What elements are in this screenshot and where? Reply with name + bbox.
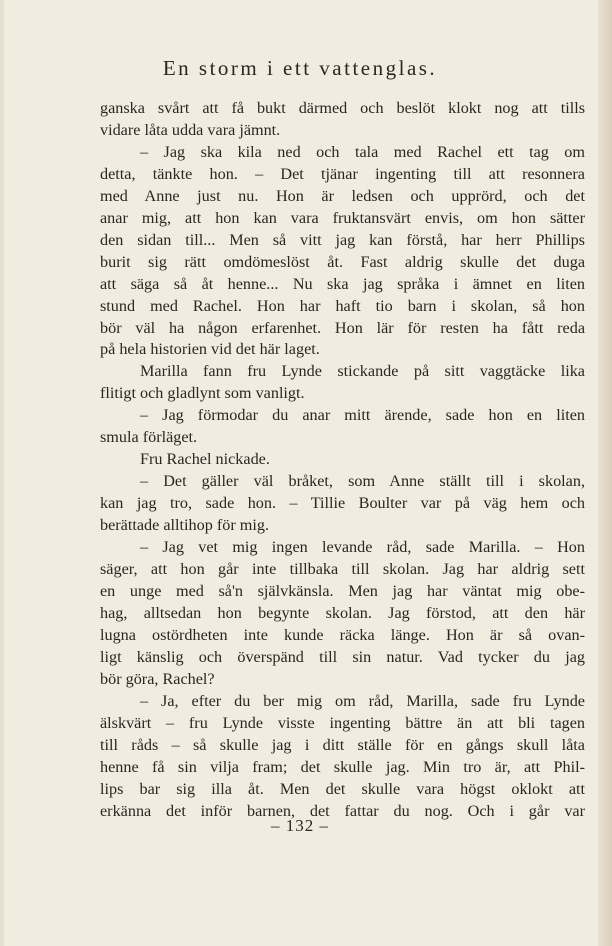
text-line-29: älskvärt – fru Lynde visste ingenting bättre än att bli tagen <box>100 713 585 732</box>
running-header: En storm i ett vattenglas. <box>162 56 438 80</box>
text-line-26: ligt känslig och överspänd till sin natur. Vad tycker du jag <box>100 647 585 666</box>
text-line-22: säger, att hon går inte tillbaka till skolan. Jag har aldrig sett <box>100 560 585 579</box>
text-line-33: erkänna det inför barnen, det fattar du nog. Och i går var <box>100 801 585 820</box>
text-line-17: Fru Rachel nickade. <box>140 450 270 469</box>
text-line-21: – Jag vet mig ingen levande råd, sade Marilla. – Hon <box>140 538 585 557</box>
text-line-2: vidare låta udda vara jämnt. <box>100 120 281 139</box>
text-line-6: anar mig, att hon kan vara fruktansvärt envis, om hon sätter <box>100 208 585 227</box>
text-line-4: detta, tänkte hon. – Det tjänar ingenting till att resonnera <box>100 164 585 183</box>
body-text <box>100 98 585 822</box>
text-line-19: kan jag tro, sade hon. – Tillie Boulter var på väg hem och <box>100 494 585 513</box>
text-line-8: burit sig rätt omdömeslöst åt. Fast aldrig skulle det duga <box>100 252 585 271</box>
text-line-15: – Jag förmodar du anar mitt ärende, sade hon en liten <box>140 406 585 425</box>
text-line-14: flitigt och gladlynt som vanligt. <box>100 384 305 403</box>
text-line-9: att säga så åt henne... Nu ska jag språka i ämnet en liten <box>100 274 585 293</box>
text-line-16: smula förläget. <box>100 428 198 447</box>
text-line-3: – Jag ska kila ned och tala med Rachel ett tag om <box>140 142 585 161</box>
text-line-28: – Ja, efter du ber mig om råd, Marilla, sade fru Lynde <box>140 691 585 710</box>
text-line-7: den sidan till... Men så vitt jag kan förstå, har herr Phillips <box>100 230 585 249</box>
text-line-11: bör väl ha någon erfarenhet. Hon lär för resten ha fått reda <box>100 318 585 337</box>
text-line-23: en unge med så'n självkänsla. Men jag har väntat mig obe- <box>100 581 585 600</box>
text-line-18: – Det gäller väl bråket, som Anne ställt till i skolan, <box>140 472 585 491</box>
text-line-30: till råds – så skulle jag i ditt ställe för en gångs skull låta <box>100 735 585 754</box>
text-line-13: Marilla fann fru Lynde stickande på sitt vaggtäcke lika <box>140 362 585 381</box>
page-edge-right <box>598 0 612 946</box>
text-line-10: stund med Rachel. Hon har haft tio barn i skolan, så hon <box>100 296 585 315</box>
text-line-12: på hela historien vid det här laget. <box>100 340 320 359</box>
text-line-31: henne få sin vilja fram; det skulle jag. Min tro är, att Phil- <box>100 757 585 776</box>
text-line-20: berättade alltihop för mig. <box>100 516 270 535</box>
text-line-1: ganska svårt att få bukt därmed och beslöt klokt nog att tills <box>100 99 585 117</box>
page-edge-left <box>0 0 4 946</box>
text-line-5: med Anne just nu. Hon är ledsen och upprörd, och det <box>100 186 585 205</box>
text-line-32: lips bar sig illa åt. Men det skulle vara högst oklokt att <box>100 779 585 798</box>
text-line-24: hag, alltsedan hon begynte skolan. Jag förstod, att den här <box>100 603 585 622</box>
text-line-25: lugna ostördheten inte kunde räcka länge. Hon är så ovan- <box>100 625 585 644</box>
page-number: – 132 – <box>271 816 329 835</box>
text-line-27: bör göra, Rachel? <box>100 669 215 688</box>
